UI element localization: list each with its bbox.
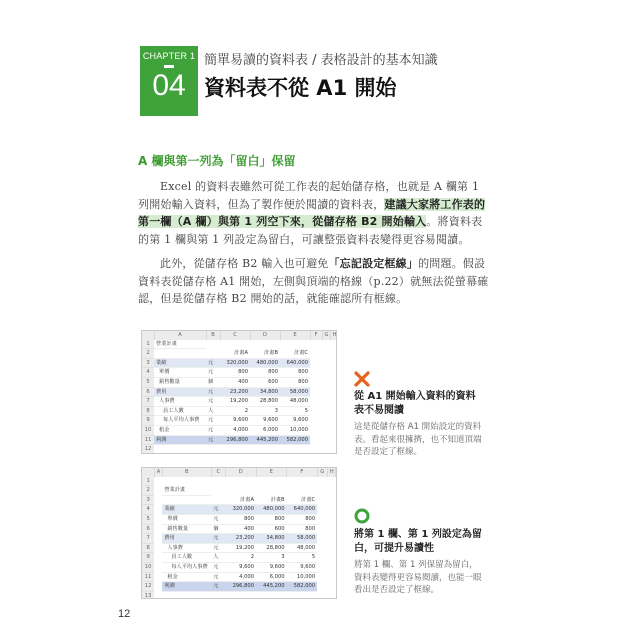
table-row — [142, 495, 336, 505]
cell — [206, 349, 220, 359]
empty-cell — [154, 505, 162, 515]
empty-cell — [154, 572, 162, 582]
empty-cell — [287, 486, 318, 496]
sheet-title: 營業計畫 — [162, 486, 211, 496]
empty-cell — [220, 340, 250, 349]
value-cell: 34,800 — [250, 387, 280, 397]
empty-cell — [154, 543, 162, 553]
row-number: 8 — [142, 543, 154, 553]
cell — [162, 495, 211, 505]
empty-cell — [154, 445, 206, 454]
value-cell: 582,000 — [280, 435, 310, 445]
callout-bad-heading: 從 A1 開始輸入資料的資料表不易閱讀 — [354, 391, 476, 416]
value-cell: 23,200 — [220, 387, 250, 397]
empty-cell — [317, 505, 327, 515]
paragraph-2-emphasis: 「忘記設定框線」 — [328, 257, 419, 270]
paragraph-1 — [138, 178, 489, 248]
empty-cell — [225, 477, 256, 486]
empty-cell — [154, 582, 162, 592]
empty-cell — [330, 425, 337, 435]
unit-cell: 元 — [206, 416, 220, 426]
row-label: 利潤 — [154, 435, 206, 445]
unit-cell: 元 — [211, 572, 225, 582]
empty-cell — [322, 425, 330, 435]
empty-cell — [330, 368, 337, 378]
empty-cell — [327, 514, 335, 524]
empty-cell — [322, 406, 330, 416]
table-row — [142, 340, 337, 349]
row-number: 11 — [142, 435, 154, 445]
callout-good-body: 將第 1 欄、第 1 列保留為留白，資料表變得更容易閱讀，也能一眼看出是否設定了框線。 — [354, 560, 482, 595]
empty-cell — [330, 340, 337, 349]
empty-cell — [280, 445, 310, 454]
empty-cell — [154, 553, 162, 563]
row-number: 12 — [142, 582, 154, 592]
value-cell: 5 — [287, 553, 318, 563]
empty-cell — [154, 591, 162, 599]
page-title: 資料表不從 A1 開始 — [204, 76, 397, 100]
empty-cell — [330, 377, 337, 387]
empty-cell — [327, 553, 335, 563]
empty-cell — [310, 445, 322, 454]
value-cell: 28,800 — [250, 397, 280, 407]
page-number: 12 — [118, 608, 131, 620]
unit-cell: 元 — [206, 368, 220, 378]
value-cell: 445,200 — [256, 582, 287, 592]
column-header: C — [220, 331, 250, 340]
value-cell: 4,000 — [225, 572, 256, 582]
value-cell: 800 — [220, 368, 250, 378]
cell — [211, 495, 225, 505]
value-cell: 3 — [256, 553, 287, 563]
value-cell: 480,000 — [256, 505, 287, 515]
empty-cell — [317, 562, 327, 572]
value-cell: 800 — [287, 514, 318, 524]
sheet-title: 營業計畫 — [154, 340, 206, 349]
row-number: 4 — [142, 368, 154, 378]
callout-good — [354, 528, 484, 597]
section-heading: A 欄與第一列為「留白」保留 — [138, 154, 296, 168]
empty-cell — [330, 416, 337, 426]
empty-cell — [317, 534, 327, 544]
empty-cell — [256, 486, 287, 496]
table-row — [142, 505, 336, 515]
empty-cell — [310, 397, 322, 407]
unit-cell: 人 — [211, 553, 225, 563]
value-cell: 296,800 — [220, 435, 250, 445]
table-row — [142, 572, 336, 582]
empty-cell — [211, 591, 225, 599]
empty-cell — [330, 435, 337, 445]
empty-cell — [322, 368, 330, 378]
chapter-number: 04 — [152, 69, 186, 102]
header-cell: 計畫A — [225, 495, 256, 505]
value-cell: 9,600 — [225, 562, 256, 572]
table-row — [142, 416, 337, 426]
unit-cell: 元 — [206, 387, 220, 397]
value-cell: 34,800 — [256, 534, 287, 544]
empty-cell — [327, 543, 335, 553]
empty-cell — [327, 562, 335, 572]
empty-cell — [256, 477, 287, 486]
row-label: 租金 — [154, 425, 206, 435]
empty-cell — [154, 562, 162, 572]
value-cell: 800 — [225, 514, 256, 524]
value-cell: 400 — [225, 524, 256, 534]
empty-cell — [317, 572, 327, 582]
column-header: G — [317, 468, 327, 477]
empty-cell — [330, 406, 337, 416]
value-cell: 640,000 — [287, 505, 318, 515]
spreadsheet-b2-example — [141, 467, 337, 599]
value-cell: 3 — [250, 406, 280, 416]
value-cell: 400 — [220, 377, 250, 387]
table-row — [142, 582, 336, 592]
table-row — [142, 514, 336, 524]
cross-icon — [354, 371, 370, 387]
empty-cell — [256, 591, 287, 599]
empty-cell — [317, 591, 327, 599]
paragraph-1-text-b: 。將資料表的第 1 欄與第 1 列設定為留白，可讓整張資料表變得更容易閱讀。 — [138, 215, 483, 246]
empty-cell — [322, 397, 330, 407]
column-header: B — [162, 468, 211, 477]
value-cell: 6,000 — [250, 425, 280, 435]
empty-cell — [322, 349, 330, 359]
row-number: 3 — [142, 358, 154, 368]
unit-cell: 個 — [211, 524, 225, 534]
value-cell: 480,000 — [250, 358, 280, 368]
row-label: 單價 — [162, 514, 211, 524]
callout-bad-body: 這是從儲存格 A1 開始設定的資料表。看起來很擁擠，也不知道頂端是否設定了框線。 — [354, 422, 482, 457]
column-header: E — [280, 331, 310, 340]
empty-cell — [327, 534, 335, 544]
unit-cell: 元 — [211, 582, 225, 592]
empty-cell — [317, 524, 327, 534]
empty-cell — [162, 477, 211, 486]
value-cell: 4,000 — [220, 425, 250, 435]
empty-cell — [250, 445, 280, 454]
empty-cell — [322, 416, 330, 426]
corner-cell — [142, 468, 154, 477]
value-cell: 58,000 — [287, 534, 318, 544]
row-number: 3 — [142, 495, 154, 505]
empty-cell — [327, 591, 335, 599]
empty-cell — [317, 543, 327, 553]
row-label: 租金 — [162, 572, 211, 582]
row-number: 9 — [142, 416, 154, 426]
value-cell: 800 — [256, 514, 287, 524]
sheet-grid — [142, 331, 337, 454]
empty-cell — [327, 486, 335, 496]
unit-cell: 人 — [206, 406, 220, 416]
empty-cell — [322, 387, 330, 397]
paragraph-1-text-a: Excel 的資料表雖然可從工作表的起始儲存格，也就是 A 欄第 1 列開始輸入資料，但為了製作便於閱讀的資料表， — [138, 180, 480, 211]
value-cell: 9,600 — [287, 562, 318, 572]
row-label: 員工人數 — [162, 553, 211, 563]
empty-cell — [327, 524, 335, 534]
empty-cell — [327, 505, 335, 515]
row-label: 每人平均人事費 — [162, 562, 211, 572]
empty-cell — [220, 445, 250, 454]
column-header: B — [206, 331, 220, 340]
callout-good-heading: 將第 1 欄、第 1 列設定為留白，可提升易讀性 — [354, 529, 482, 554]
value-cell: 9,600 — [280, 416, 310, 426]
table-row — [142, 534, 336, 544]
row-label: 利潤 — [162, 582, 211, 592]
row-number: 11 — [142, 572, 154, 582]
corner-cell — [142, 331, 154, 340]
value-cell: 9,600 — [250, 416, 280, 426]
empty-cell — [322, 445, 330, 454]
table-row — [142, 591, 336, 599]
header-cell: 計畫A — [220, 349, 250, 359]
unit-cell: 個 — [206, 377, 220, 387]
empty-cell — [322, 377, 330, 387]
value-cell: 23,200 — [225, 534, 256, 544]
header-cell: 計畫C — [287, 495, 318, 505]
column-header: A — [154, 331, 206, 340]
row-label: 業績 — [162, 505, 211, 515]
empty-cell — [327, 582, 335, 592]
row-number: 9 — [142, 553, 154, 563]
row-number: 10 — [142, 562, 154, 572]
row-label: 銷售數量 — [154, 377, 206, 387]
unit-cell: 元 — [211, 505, 225, 515]
value-cell: 2 — [220, 406, 250, 416]
unit-cell: 元 — [211, 534, 225, 544]
empty-cell — [327, 572, 335, 582]
spreadsheet-a1-example — [141, 330, 337, 454]
value-cell: 445,200 — [250, 435, 280, 445]
empty-cell — [310, 368, 322, 378]
value-cell: 800 — [280, 368, 310, 378]
empty-cell — [317, 582, 327, 592]
row-label: 單價 — [154, 368, 206, 378]
empty-cell — [322, 435, 330, 445]
paragraph-1-highlight: 建議大家將工作表的第一欄（A 欄）與第 1 列空下來，從儲存格 B2 開始輸入 — [138, 197, 486, 228]
table-row — [142, 562, 336, 572]
table-row — [142, 524, 336, 534]
value-cell: 28,800 — [256, 543, 287, 553]
empty-cell — [154, 514, 162, 524]
empty-cell — [287, 477, 318, 486]
empty-cell — [330, 358, 337, 368]
empty-cell — [317, 477, 327, 486]
value-cell: 800 — [280, 377, 310, 387]
value-cell: 640,000 — [280, 358, 310, 368]
empty-cell — [225, 486, 256, 496]
value-cell: 19,200 — [220, 397, 250, 407]
empty-cell — [206, 340, 220, 349]
table-row — [142, 358, 337, 368]
empty-cell — [211, 477, 225, 486]
sheet-grid — [142, 468, 336, 599]
empty-cell — [225, 591, 256, 599]
value-cell: 600 — [250, 377, 280, 387]
row-number: 5 — [142, 514, 154, 524]
unit-cell: 元 — [206, 358, 220, 368]
value-cell: 800 — [287, 524, 318, 534]
table-row — [142, 368, 337, 378]
empty-cell — [317, 514, 327, 524]
value-cell: 296,800 — [225, 582, 256, 592]
table-row — [142, 445, 337, 454]
empty-cell — [327, 495, 335, 505]
table-row — [142, 543, 336, 553]
table-row — [142, 349, 337, 359]
row-label: 人事費 — [154, 397, 206, 407]
empty-cell — [310, 377, 322, 387]
value-cell: 10,000 — [287, 572, 318, 582]
value-cell: 19,200 — [225, 543, 256, 553]
empty-cell — [327, 477, 335, 486]
empty-cell — [330, 349, 337, 359]
column-header: C — [211, 468, 225, 477]
row-label: 費用 — [162, 534, 211, 544]
value-cell: 48,000 — [280, 397, 310, 407]
value-cell: 2 — [225, 553, 256, 563]
empty-cell — [280, 340, 310, 349]
table-row — [142, 435, 337, 445]
empty-cell — [310, 387, 322, 397]
row-label: 業績 — [154, 358, 206, 368]
row-label: 銷售數量 — [162, 524, 211, 534]
table-row — [142, 406, 337, 416]
value-cell: 582,000 — [287, 582, 318, 592]
empty-cell — [211, 486, 225, 496]
empty-cell — [322, 358, 330, 368]
empty-cell — [154, 524, 162, 534]
row-number: 6 — [142, 524, 154, 534]
row-number: 6 — [142, 387, 154, 397]
column-header: G — [322, 331, 330, 340]
value-cell: 48,000 — [287, 543, 318, 553]
table-row — [142, 425, 337, 435]
callout-bad — [354, 390, 484, 459]
unit-cell: 元 — [206, 397, 220, 407]
row-label: 人事費 — [162, 543, 211, 553]
paragraph-2-text-b: 的問題。假設資料表從儲存格 A1 開始，左側與頂端的格線（p.22）就無法從螢幕確認，但是從儲存格 B2 開始的話，就能確認所有框線。 — [138, 257, 489, 305]
value-cell: 320,000 — [220, 358, 250, 368]
value-cell: 58,000 — [280, 387, 310, 397]
column-header: A — [154, 468, 162, 477]
value-cell: 320,000 — [225, 505, 256, 515]
column-header: H — [327, 468, 335, 477]
value-cell: 600 — [256, 524, 287, 534]
row-number: 1 — [142, 340, 154, 349]
page-subtitle: 簡單易讀的資料表 / 表格設計的基本知識 — [204, 53, 438, 68]
empty-cell — [310, 349, 322, 359]
column-header: F — [310, 331, 322, 340]
value-cell: 9,600 — [220, 416, 250, 426]
column-header: E — [256, 468, 287, 477]
circle-icon — [354, 508, 370, 524]
empty-cell — [154, 534, 162, 544]
row-number: 1 — [142, 477, 154, 486]
cell — [154, 349, 206, 359]
unit-cell: 元 — [211, 514, 225, 524]
paragraph-2 — [138, 255, 489, 308]
table-row — [142, 553, 336, 563]
column-header: H — [330, 331, 337, 340]
empty-cell — [154, 495, 162, 505]
row-number: 10 — [142, 425, 154, 435]
row-number: 7 — [142, 397, 154, 407]
value-cell: 5 — [280, 406, 310, 416]
row-number: 12 — [142, 445, 154, 454]
row-number: 5 — [142, 377, 154, 387]
row-label: 費用 — [154, 387, 206, 397]
empty-cell — [250, 340, 280, 349]
value-cell: 10,000 — [280, 425, 310, 435]
unit-cell: 元 — [206, 425, 220, 435]
empty-cell — [317, 486, 327, 496]
empty-cell — [330, 397, 337, 407]
header-cell: 計畫B — [256, 495, 287, 505]
table-row — [142, 377, 337, 387]
empty-cell — [322, 340, 330, 349]
table-row — [142, 397, 337, 407]
empty-cell — [310, 435, 322, 445]
paragraph-2-text-a: 此外，從儲存格 B2 輸入也可避免 — [160, 257, 329, 270]
empty-cell — [310, 416, 322, 426]
row-number: 8 — [142, 406, 154, 416]
header-cell: 計畫C — [280, 349, 310, 359]
empty-cell — [154, 477, 162, 486]
row-number: 7 — [142, 534, 154, 544]
column-header: D — [250, 331, 280, 340]
row-label: 每人平均人事費 — [154, 416, 206, 426]
header-cell: 計畫B — [250, 349, 280, 359]
empty-cell — [317, 553, 327, 563]
empty-cell — [310, 406, 322, 416]
empty-cell — [310, 358, 322, 368]
value-cell: 6,000 — [256, 572, 287, 582]
empty-cell — [330, 445, 337, 454]
empty-cell — [206, 445, 220, 454]
row-number: 13 — [142, 591, 154, 599]
empty-cell — [317, 495, 327, 505]
table-row — [142, 486, 336, 496]
unit-cell: 元 — [211, 562, 225, 572]
row-number: 2 — [142, 486, 154, 496]
column-header: F — [287, 468, 318, 477]
value-cell: 9,600 — [256, 562, 287, 572]
chapter-badge — [140, 46, 198, 116]
empty-cell — [310, 425, 322, 435]
row-number: 2 — [142, 349, 154, 359]
unit-cell: 元 — [211, 543, 225, 553]
empty-cell — [162, 591, 211, 599]
empty-cell — [310, 340, 322, 349]
table-row — [142, 387, 337, 397]
value-cell: 800 — [250, 368, 280, 378]
row-number: 4 — [142, 505, 154, 515]
table-row — [142, 477, 336, 486]
empty-cell — [287, 591, 318, 599]
empty-cell — [154, 486, 162, 496]
empty-cell — [330, 387, 337, 397]
row-label: 員工人數 — [154, 406, 206, 416]
chapter-divider — [164, 65, 174, 68]
chapter-label: CHAPTER 1 — [142, 51, 196, 61]
unit-cell: 元 — [206, 435, 220, 445]
column-header: D — [225, 468, 256, 477]
